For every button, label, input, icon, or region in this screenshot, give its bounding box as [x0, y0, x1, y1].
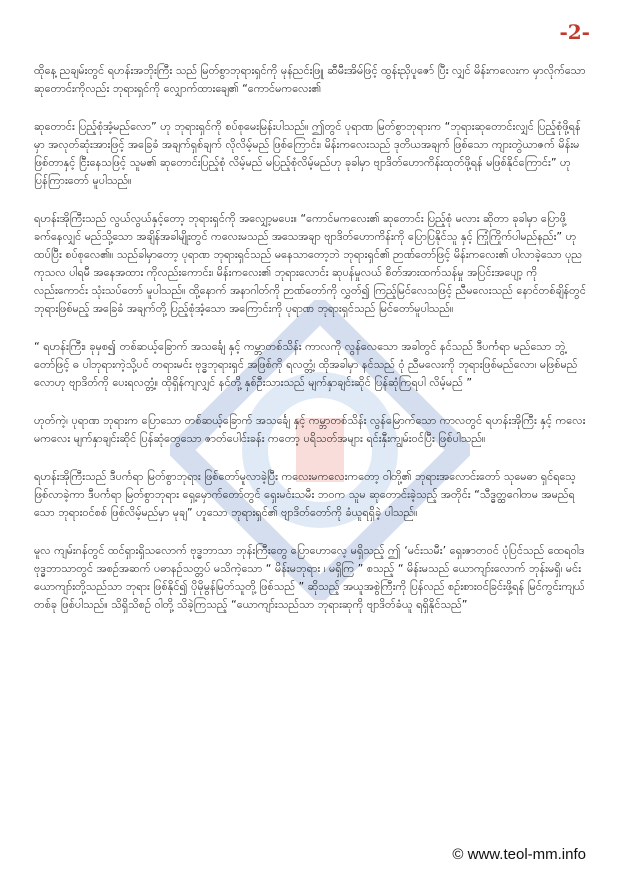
- paragraph: ဆုတောင်း ပြည့်စုံအံ့မည်လော” ဟု ဘုရားရှင်ကို စပ်စုမေးမြန်းပါသည်။ ဤတွင် ပုရာဏ မြတ်စွာဘုရားက “ဘုရားဆုတောင်းလျှင် ပြည့်စုံဖို့ရန်မှာ အလုတ်ဆုံးအားဖြင့် အခြေခံ အချက်ရှစ်ချက် လိုလိမ့်မည် ဖြစ်ကြောင်း၊ မိန်းကလေးသည် ဒုတိယအချက် ဖြစ်သော ကျားတွဲယာဇက် မိန်းမဖြစ်တာနှင့် ငြီးနေသဖြင့် သူမ၏ ဆုတောင်းပြည့်စုံ လိမ့်မည် မပြည့်စုံလိမ့်မည်ဟု ခုခါမှာ ဗျာဒိတ်ဟောကိန်းထုတ်ဖို့ရန် မဖြစ်နိုင်ကြောင်း” ဟု ပြန်ကြားတော် မူပါသည်။: [34, 120, 581, 187]
- paragraph: ရဟန်းအိုကြီးသည် ဒီပင်္ကရာ မြတ်စွာဘုရား ဖြစ်တော်မူလာခဲ့ပြီး ကလေးမကလေးကတော့ ဝါတို့၏ ဘုရားအလောင်းတော် သုမေဓာ ရှင်ရသေ့ ဖြစ်လာခဲ့ကာ ဒီပင်္ကရာ မြတ်စွာဘုရား ရှေ့မှောက်တော်တွင် ရှေးမင်းသမီး ဘဝက သူမ ဆုတောင်းခဲ့သည့် အတိုင်း “သီဒ္ဓတ္ထဂေါတမ အမည်ရသော ဘုရားဝင်စစ် ဖြစ်လိမ့်မည်မှာ မုချ” ဟူသော ဘုရားရှင်၏ ဗျာဒိတ်တော်ကို ခံယူရရှိခဲ့ ပါသည်။: [34, 470, 576, 519]
- paragraph: ဟုတ်ကဲ့၊ ပုရာဏ ဘုရားက ပြောသော တစ်ဆယ့်ခြောက် အသင်္ချေ နှင့် ကမ္ဘာတစ်သိန်း လွန်မြောက်သော ကာလတွင် ရဟန်းအိုကြီး နှင့် ကလေးမကလေး မျက်နှာချင်းဆိုင် ပြန်ဆုံတွေသော ဇာတ်ပေါင်းခန်း ကတော့ ပရိသတ်အများ ရင်းနှီးကျွမ်းဝင်ပြီး ဖြစ်ပါသည်။: [34, 414, 586, 445]
- page-number: -2-: [559, 20, 590, 44]
- paragraph: “ ရဟန်းကြီး၊ ခုမှစ၍ တစ်ဆယ့်ခြောက် အသင်္ချေ နှင့် ကမ္ဘာတစ်သိန်း ကာလကို လွန်လေသော အခါတွင် နင်သည် ဒီပင်္ကရာ မည်သော ဘွဲ့တော်ဖြင့် ဓ ပါဘုရားကဲ့သို့ပင် တရားမင်း ဗုဒ္ဓဘုရားရှင် အဖြစ်ကို ရလတ္တံ့၊ ထိုအခါမှာ နင်သည် ဝုံ ညီမလေးကို ဘုရားဖြစ်မည်လော၊ မဖြစ်မည်လောဟု ဗျာဒိတ်ကို ပေးရလတ္တံ့။ ထိုရှိန်ကျလျှင် နင်တို့ နှစ်ဦးသားသည် မျက်နှာချင်းဆိုင် ပြန်ဆုံကြရပါ လိမ့်မည် ”: [34, 340, 578, 389]
- paragraph: ရဟန်းအိုကြီးသည် လွယ်လွယ်နှင့်တော့ ဘုရားရှင်ကို အလျှော့မပေး။ “ကောင်မကလေး၏ ဆုတောင်း ပြည့်စုံ မလား ဆိုတာ ခုခါမှာ ပြောဖို့ ခက်နေလျှင် မည်သို့သော အချိန်အခါမျိုးတွင် ကလေးမသည် အသေအချာ ဗျာဒိတ်ဟောကိန်းကို ပြောပြနိုင်သူ နှင့် ကြုံကြိုက်ပါမည်နည်း” ဟု ထပ်ပြီး စပ်စုလေ၏။ သည်ခါမှာတော့ ပုရာဏ ဘုရားရှင်သည် မနေသာတော့ဘဲ ဘုရားရှင်၏ ဉာဏ်တော်ဖြင့် မိန်းကလေး၏ ပါလာခဲ့သော ပုညကုသလ ပါရမီ အနေအထား ကိုလည်းကောင်း၊ မိန်းကလေး၏ ဘုရားလောင်း ဆုပန်မှုလယ် စိတ်အားထက်သန်မှု အပြင်းအပျော့ ကိုလည်းကောင်း သုံးသပ်တော် မူပါသည်။ ထို့နောက် အနာဂါတ်ကို ဉာဏ်တော်ကို လွှတ်၍ ကြည့်မြင်လေသဖြင့် ညီမလေးသည် နောင်တစ်ချိန်တွင် ဘုရားဖြစ်မည့် အခြေခံ အချက်တို့ ပြည့်စုံအံ့သော အကြောင်းကို ပုရာဏ ဘုရားရှင်သည် မြင်တော်မူပါသည်။: [34, 212, 586, 315]
- body-text: [34, 62, 586, 634]
- paragraph: ထိုနေ့ ညချမ်းတွင် ရဟန်းအဘိုးကြီး သည် မြတ်စွာဘုရားရှင်ကို မုန်ညင်းဖြူ ဆီမီးအိမ်ဖြင့် ထွန်းညှိပူဇော် ပြီး လျှင် မိန်းကလေးက မှာလိုက်သော ဆုတောင်းကိုလည်း ဘုရားရှင်ကို လျှောက်ထားချေ၏ “ကောင်မကလေး၏: [34, 64, 586, 95]
- paragraph: မူလ ကျမ်းဂန်တွင် ထင်ရှားရှိသလောက် ဗုဒ္ဓဘာသာ ဘုန်းကြီးတွေ ပြောဟောလေ့ မရှိသည့် ဤ ‘မင်းသမီး’ ရှေးဇာတဝင် ပုံပြင်သည် ထေရဝါဒ ဗုဒ္ဓဘာသာတွင် အစဉ်အဆက် ပဓာနဉ်သတ္တပ် မသိကဲ့သော “ မိန်းမဘုရား ၊ မရှိကြ ” စသည့် “ မိန်းမသည် ယောကျာ်းလောက် ဘုန်းမရှိ၊ မင်းယောကျာ်းတို့သည်သာ ဘုရား ဖြစ်နိုင်၍ ပိုမိုမွန်မြတ်သူတို့ ဖြစ်သည် ” ဆိုသည့် အယူအစွဲကြီးကို ပြန်လည် စဉ်းစားဝင်ခြင်းဖို့ရန် မြင်ကွင်းကျယ် တစ်ခု ဖြစ်ပါသည်။ သိရှိသိစဉ် ဝါတို့ သိခဲ့ကြသည့် “ယောကျာ်းသည်သာ ဘုရားဆုကို ဗျာဒိတ်ခံယူ ရရှိနိုင်သည်”: [34, 544, 585, 611]
- footer-copyright: © www.teol-mm.info: [452, 846, 586, 863]
